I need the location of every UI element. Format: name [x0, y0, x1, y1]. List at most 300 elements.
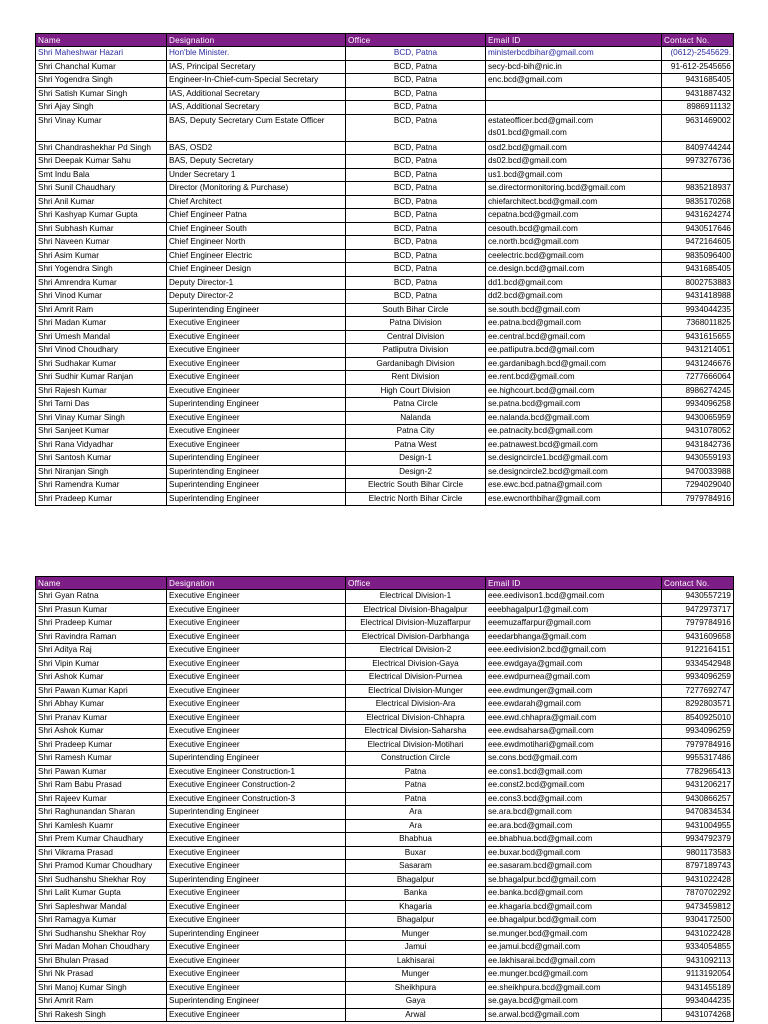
cell-designation: Executive Engineer: [167, 603, 346, 617]
cell-office: Construction Circle: [346, 752, 486, 766]
cell-email: eeemuzaffarpur@gmail.com: [486, 617, 662, 631]
table-row: [36, 846, 734, 860]
cell-name: Shri Vinay Kumar: [36, 114, 167, 141]
cell-email: ee.cons1.bcd@gmail.com: [486, 765, 662, 779]
cell-office: Patna Division: [346, 317, 486, 331]
cell-designation: Executive Engineer Construction-3: [167, 792, 346, 806]
table-row: [36, 995, 734, 1009]
table-row: [36, 209, 734, 223]
contacts-table-2: [35, 576, 734, 1022]
cell-designation: Chief Engineer South: [167, 222, 346, 236]
cell-name: Shri Sudhanshu Shekhar Roy: [36, 873, 167, 887]
cell-contact: 9431624274: [662, 209, 734, 223]
cell-name: Shri Chanchal Kumar: [36, 60, 167, 74]
cell-designation: Executive Engineer: [167, 357, 346, 371]
header-contact: Contact No.: [662, 577, 734, 590]
cell-office: Arwal: [346, 1008, 486, 1022]
table-row: [36, 155, 734, 169]
cell-name: Shri Kamlesh Kuamr: [36, 819, 167, 833]
cell-contact: 7294029040: [662, 479, 734, 493]
table-row: [36, 887, 734, 901]
cell-contact: 9835170268: [662, 195, 734, 209]
cell-contact: 9973276736: [662, 155, 734, 169]
cell-office: Gaya: [346, 995, 486, 1009]
cell-contact: 7979784916: [662, 492, 734, 506]
cell-contact: 9430866257: [662, 792, 734, 806]
cell-designation: Executive Engineer: [167, 738, 346, 752]
cell-office: Ara: [346, 806, 486, 820]
cell-name: Shri Naveen Kumar: [36, 236, 167, 250]
table-row: [36, 860, 734, 874]
cell-email: se.arwal.bcd@gmail.com: [486, 1008, 662, 1022]
cell-office: Electrical Division-Purnea: [346, 671, 486, 685]
cell-name: Shri Yogendra Singh: [36, 74, 167, 88]
cell-contact: 9835096400: [662, 249, 734, 263]
cell-contact: 7979784916: [662, 738, 734, 752]
table-row: [36, 357, 734, 371]
cell-email: se.directormonitoring.bcd@gmail.com: [486, 182, 662, 196]
table-row: [36, 384, 734, 398]
cell-office: BCD, Patna: [346, 101, 486, 115]
cell-designation: Executive Engineer: [167, 1008, 346, 1022]
cell-contact: [662, 168, 734, 182]
cell-name: Shri Abhay Kumar: [36, 698, 167, 712]
cell-name: Shri Pradeep Kumar: [36, 738, 167, 752]
cell-designation: Executive Engineer: [167, 725, 346, 739]
cell-designation: Engineer-In-Chief-cum-Special Secretary: [167, 74, 346, 88]
cell-office: Banka: [346, 887, 486, 901]
cell-email: ee.buxar.bcd@gmail.com: [486, 846, 662, 860]
table-header-row: [36, 34, 734, 47]
cell-name: Shri Yogendra Singh: [36, 263, 167, 277]
table-row: [36, 954, 734, 968]
table-row: [36, 60, 734, 74]
table-row: [36, 725, 734, 739]
cell-office: Bhagalpur: [346, 873, 486, 887]
cell-contact: 9431685405: [662, 263, 734, 277]
table-row: [36, 114, 734, 141]
cell-contact: 9472973717: [662, 603, 734, 617]
cell-designation: Executive Engineer: [167, 344, 346, 358]
cell-designation: Superintending Engineer: [167, 465, 346, 479]
cell-contact: 9934044235: [662, 995, 734, 1009]
cell-name: Shri Tarni Das: [36, 398, 167, 412]
table-row: [36, 914, 734, 928]
cell-email: ee.central.bcd@gmail.com: [486, 330, 662, 344]
cell-contact: 9431022428: [662, 927, 734, 941]
cell-designation: BAS, OSD2: [167, 141, 346, 155]
cell-name: Shri Sudhir Kumar Ranjan: [36, 371, 167, 385]
cell-email: ee.gardanibagh.bcd@gmail.com: [486, 357, 662, 371]
cell-contact: 9934096259: [662, 671, 734, 685]
cell-designation: Executive Engineer: [167, 330, 346, 344]
cell-email: se.munger.bcd@gmail.com: [486, 927, 662, 941]
table-row: [36, 317, 734, 331]
cell-email: us1.bcd@gmail.com: [486, 168, 662, 182]
cell-contact: 9934044235: [662, 303, 734, 317]
cell-name: Shri Umesh Mandal: [36, 330, 167, 344]
cell-contact: 9431418988: [662, 290, 734, 304]
cell-office: Patna: [346, 792, 486, 806]
cell-designation: Superintending Engineer: [167, 873, 346, 887]
cell-designation: Executive Engineer: [167, 954, 346, 968]
cell-designation: Executive Engineer: [167, 657, 346, 671]
cell-office: Patna Circle: [346, 398, 486, 412]
header-email: Email ID: [486, 34, 662, 47]
cell-email: ee.jamui.bcd@gmail.com: [486, 941, 662, 955]
cell-email: se.south.bcd@gmail.com: [486, 303, 662, 317]
cell-contact: 9934096259: [662, 725, 734, 739]
cell-designation: Chief Engineer Design: [167, 263, 346, 277]
cell-contact: 9431246676: [662, 357, 734, 371]
cell-office: BCD, Patna: [346, 195, 486, 209]
cell-designation: Executive Engineer: [167, 860, 346, 874]
cell-email: ee.patna.bcd@gmail.com: [486, 317, 662, 331]
cell-contact: 9431615655: [662, 330, 734, 344]
cell-name: Shri Ashok Kumar: [36, 671, 167, 685]
cell-email: chiefarchitect.bcd@gmail.com: [486, 195, 662, 209]
cell-office: Electric North Bihar Circle: [346, 492, 486, 506]
cell-email: ce.design.bcd@gmail.com: [486, 263, 662, 277]
cell-office: Lakhisarai: [346, 954, 486, 968]
table-row: [36, 792, 734, 806]
cell-name: Shri Rakesh Singh: [36, 1008, 167, 1022]
cell-contact: 9431092113: [662, 954, 734, 968]
cell-name: Shri Raghunandan Sharan: [36, 806, 167, 820]
table-header-row: [36, 577, 734, 590]
cell-name: Shri Madan Kumar: [36, 317, 167, 331]
table-row: [36, 981, 734, 995]
cell-name: Shri Pradeep Kumar: [36, 617, 167, 631]
table-row: [36, 492, 734, 506]
cell-contact: 9431609658: [662, 630, 734, 644]
cell-designation: Executive Engineer: [167, 590, 346, 604]
cell-office: BCD, Patna: [346, 182, 486, 196]
table-row: [36, 698, 734, 712]
cell-designation: Executive Engineer: [167, 384, 346, 398]
table-row: [36, 479, 734, 493]
cell-designation: Executive Engineer: [167, 630, 346, 644]
table-row: [36, 1008, 734, 1022]
contacts-table-1: [35, 33, 734, 506]
cell-contact: 9801173583: [662, 846, 734, 860]
table-row: [36, 47, 734, 61]
cell-contact: 9334542948: [662, 657, 734, 671]
cell-office: Electrical Division-Darbhanga: [346, 630, 486, 644]
table-row: [36, 263, 734, 277]
cell-email: ee.bhagalpur.bcd@gmail.com: [486, 914, 662, 928]
cell-office: BCD, Patna: [346, 47, 486, 61]
cell-office: Sheikhpura: [346, 981, 486, 995]
cell-designation: Chief Architect: [167, 195, 346, 209]
cell-office: Khagaria: [346, 900, 486, 914]
cell-designation: Executive Engineer: [167, 981, 346, 995]
cell-contact: 9113192054: [662, 968, 734, 982]
table-row: [36, 465, 734, 479]
table-row: [36, 603, 734, 617]
cell-contact: 9430557219: [662, 590, 734, 604]
cell-contact: 9470834534: [662, 806, 734, 820]
table-row: [36, 452, 734, 466]
cell-office: Bhabhua: [346, 833, 486, 847]
cell-email: eee.ewd.chhapra@gmail.com: [486, 711, 662, 725]
header-office: Office: [346, 577, 486, 590]
table-row: [36, 590, 734, 604]
cell-office: BCD, Patna: [346, 290, 486, 304]
cell-name: Shri Ramendra Kumar: [36, 479, 167, 493]
cell-designation: Executive Engineer: [167, 671, 346, 685]
cell-contact: 9473459812: [662, 900, 734, 914]
cell-name: Shri Rajesh Kumar: [36, 384, 167, 398]
table-body-1: [36, 47, 734, 506]
cell-contact: 91-612-2545656: [662, 60, 734, 74]
cell-contact: 9431074268: [662, 1008, 734, 1022]
table-row: [36, 195, 734, 209]
cell-office: BCD, Patna: [346, 141, 486, 155]
header-contact: Contact No.: [662, 34, 734, 47]
cell-office: Bhagalpur: [346, 914, 486, 928]
cell-office: BCD, Patna: [346, 249, 486, 263]
table-body-2: [36, 590, 734, 1022]
cell-contact: 7277666064: [662, 371, 734, 385]
table-row: [36, 711, 734, 725]
table-row: [36, 222, 734, 236]
cell-contact: 9431214051: [662, 344, 734, 358]
cell-name: Shri Niranjan Singh: [36, 465, 167, 479]
table-row: [36, 927, 734, 941]
table-row: [36, 833, 734, 847]
cell-office: Jamui: [346, 941, 486, 955]
cell-name: Shri Anil Kumar: [36, 195, 167, 209]
cell-email: ee.patnawest.bcd@gmail.com: [486, 438, 662, 452]
cell-contact: 8797189743: [662, 860, 734, 874]
cell-name: Shri Madan Mohan Choudhary: [36, 941, 167, 955]
cell-designation: Hon'ble Minister.: [167, 47, 346, 61]
cell-designation: Superintending Engineer: [167, 752, 346, 766]
cell-office: Rent Division: [346, 371, 486, 385]
cell-contact: 7368011825: [662, 317, 734, 331]
cell-name: Shri Bhulan Prasad: [36, 954, 167, 968]
cell-email: ee.patliputra.bcd@gmail.com: [486, 344, 662, 358]
cell-contact: 8002753883: [662, 276, 734, 290]
table-row: [36, 779, 734, 793]
cell-email: ee.highcourt.bcd@gmail.com: [486, 384, 662, 398]
table-row: [36, 303, 734, 317]
cell-designation: Deputy Director-1: [167, 276, 346, 290]
cell-office: BCD, Patna: [346, 236, 486, 250]
cell-contact: 9431004955: [662, 819, 734, 833]
cell-name: Shri Sunil Chaudhary: [36, 182, 167, 196]
cell-email: ce.north.bcd@gmail.com: [486, 236, 662, 250]
cell-contact: 9431078052: [662, 425, 734, 439]
cell-email: eee.ewdsaharsa@gmail.com: [486, 725, 662, 739]
cell-name: Smt Indu Bala: [36, 168, 167, 182]
cell-email: secy-bcd-bih@nic.in: [486, 60, 662, 74]
cell-name: Shri Ravindra Raman: [36, 630, 167, 644]
cell-designation: IAS, Additional Secretary: [167, 87, 346, 101]
cell-name: Shri Pradeep Kumar: [36, 492, 167, 506]
cell-contact: 9934096258: [662, 398, 734, 412]
cell-name: Shri Vikrama Prasad: [36, 846, 167, 860]
cell-name: Shri Sudhanshu Shekhar Roy: [36, 927, 167, 941]
cell-office: Electrical Division-1: [346, 590, 486, 604]
cell-email: ee.cons3.bcd@gmail.com: [486, 792, 662, 806]
cell-email: se.gaya.bcd@gmail.com: [486, 995, 662, 1009]
cell-office: Electrical Division-Ara: [346, 698, 486, 712]
cell-name: Shri Amrendra Kumar: [36, 276, 167, 290]
cell-name: Shri Nk Prasad: [36, 968, 167, 982]
cell-name: Shri Rana Vidyadhar: [36, 438, 167, 452]
table-row: [36, 644, 734, 658]
cell-name: Shri Chandrashekhar Pd Singh: [36, 141, 167, 155]
cell-email: ee.khagaria.bcd@gmail.com: [486, 900, 662, 914]
cell-office: Sasaram: [346, 860, 486, 874]
cell-office: BCD, Patna: [346, 87, 486, 101]
cell-designation: Executive Engineer: [167, 425, 346, 439]
cell-contact: 8540925010: [662, 711, 734, 725]
cell-office: Electrical Division-Chhapra: [346, 711, 486, 725]
cell-office: Patliputra Division: [346, 344, 486, 358]
header-designation: Designation: [167, 34, 346, 47]
table-row: [36, 657, 734, 671]
table-row: [36, 630, 734, 644]
cell-designation: Superintending Engineer: [167, 492, 346, 506]
cell-office: Patna West: [346, 438, 486, 452]
cell-contact: 9835218937: [662, 182, 734, 196]
cell-name: Shri Lalit Kumar Gupta: [36, 887, 167, 901]
cell-office: Gardanibagh Division: [346, 357, 486, 371]
cell-contact: 9431842736: [662, 438, 734, 452]
cell-email: ee.rent.bcd@gmail.com: [486, 371, 662, 385]
table-row: [36, 873, 734, 887]
cell-name: Shri Ajay Singh: [36, 101, 167, 115]
cell-designation: Executive Engineer: [167, 698, 346, 712]
cell-office: BCD, Patna: [346, 276, 486, 290]
cell-office: Patna: [346, 765, 486, 779]
cell-office: Electrical Division-Motihari: [346, 738, 486, 752]
cell-designation: BAS, Deputy Secretary: [167, 155, 346, 169]
cell-name: Shri Vipin Kumar: [36, 657, 167, 671]
cell-email: cesouth.bcd@gmail.com: [486, 222, 662, 236]
cell-name: Shri Prasun Kumar: [36, 603, 167, 617]
cell-office: Design-1: [346, 452, 486, 466]
table-row: [36, 765, 734, 779]
table-row: [36, 968, 734, 982]
cell-office: Nalanda: [346, 411, 486, 425]
table-row: [36, 806, 734, 820]
cell-name: Shri Sanjeet Kumar: [36, 425, 167, 439]
cell-office: BCD, Patna: [346, 222, 486, 236]
table-row: [36, 236, 734, 250]
cell-designation: Executive Engineer: [167, 833, 346, 847]
cell-office: BCD, Patna: [346, 155, 486, 169]
cell-name: Shri Pranav Kumar: [36, 711, 167, 725]
cell-designation: Superintending Engineer: [167, 303, 346, 317]
cell-contact: 9955317486: [662, 752, 734, 766]
cell-email: eee.ewdarah@gmail.com: [486, 698, 662, 712]
cell-designation: IAS, Principal Secretary: [167, 60, 346, 74]
cell-designation: Superintending Engineer: [167, 806, 346, 820]
cell-name: Shri Pramod Kumar Choudhary: [36, 860, 167, 874]
cell-email: ee.nalanda.bcd@gmail.com: [486, 411, 662, 425]
table-row: [36, 276, 734, 290]
cell-name: Shri Vinod Choudhary: [36, 344, 167, 358]
cell-email: se.ara.bcd@gmail.com: [486, 806, 662, 820]
cell-designation: BAS, Deputy Secretary Cum Estate Officer: [167, 114, 346, 141]
table-row: [36, 684, 734, 698]
cell-email: estateofficer.bcd@gmail.com ds01.bcd@gmail.com: [486, 114, 662, 141]
cell-office: Electrical Division-Gaya: [346, 657, 486, 671]
cell-contact: 9934792379: [662, 833, 734, 847]
cell-contact: 9122164151: [662, 644, 734, 658]
cell-designation: Under Secretary 1: [167, 168, 346, 182]
cell-designation: Chief Engineer Electric: [167, 249, 346, 263]
cell-email: eee.ewdmunger@gmail.com: [486, 684, 662, 698]
table-row: [36, 249, 734, 263]
cell-office: Electrical Division-Saharsha: [346, 725, 486, 739]
cell-contact: 9431455189: [662, 981, 734, 995]
cell-name: Shri Rajeev Kumar: [36, 792, 167, 806]
header-name: Name: [36, 577, 167, 590]
cell-email: se.cons.bcd@gmail.com: [486, 752, 662, 766]
cell-name: Shri Amrit Ram: [36, 303, 167, 317]
cell-email: ese.ewcnorthbihar@gmail.com: [486, 492, 662, 506]
cell-email: se.patna.bcd@gmail.com: [486, 398, 662, 412]
cell-name: Shri Maheshwar Hazari: [36, 47, 167, 61]
cell-designation: Superintending Engineer: [167, 479, 346, 493]
cell-name: Shri Ramesh Kumar: [36, 752, 167, 766]
cell-designation: Executive Engineer: [167, 317, 346, 331]
table-row: [36, 330, 734, 344]
cell-email: se.designcircle1.bcd@gmail.com: [486, 452, 662, 466]
cell-email: ee.banka.bcd@gmail.com: [486, 887, 662, 901]
cell-contact: 8292803571: [662, 698, 734, 712]
cell-name: Shri Satish Kumar Singh: [36, 87, 167, 101]
cell-contact: 8986911132: [662, 101, 734, 115]
table-row: [36, 141, 734, 155]
cell-email: eee.ewdmotihari@gmail.com: [486, 738, 662, 752]
cell-contact: 8409744244: [662, 141, 734, 155]
cell-contact: 9431022428: [662, 873, 734, 887]
table-row: [36, 371, 734, 385]
cell-contact: 9470033988: [662, 465, 734, 479]
cell-designation: Executive Engineer: [167, 968, 346, 982]
cell-contact: 7277692747: [662, 684, 734, 698]
header-email: Email ID: [486, 577, 662, 590]
cell-designation: Executive Engineer: [167, 411, 346, 425]
cell-email: eeedarbhanga@gmail.com: [486, 630, 662, 644]
cell-contact: 9472164605: [662, 236, 734, 250]
cell-name: Shri Manoj Kumar Singh: [36, 981, 167, 995]
cell-contact: 7979784916: [662, 617, 734, 631]
cell-designation: Executive Engineer: [167, 644, 346, 658]
cell-office: South Bihar Circle: [346, 303, 486, 317]
table-row: [36, 101, 734, 115]
cell-contact: 9304172500: [662, 914, 734, 928]
cell-name: Shri Ashok Kumar: [36, 725, 167, 739]
cell-contact: 9631469002: [662, 114, 734, 141]
header-designation: Designation: [167, 577, 346, 590]
cell-designation: Executive Engineer Construction-1: [167, 765, 346, 779]
cell-name: Shri Vinod Kumar: [36, 290, 167, 304]
cell-name: Shri Ram Babu Prasad: [36, 779, 167, 793]
cell-designation: Chief Engineer Patna: [167, 209, 346, 223]
table-row: [36, 87, 734, 101]
cell-office: BCD, Patna: [346, 60, 486, 74]
cell-email: ee.munger.bcd@gmail.com: [486, 968, 662, 982]
cell-name: Shri Ramagya Kumar: [36, 914, 167, 928]
cell-office: Buxar: [346, 846, 486, 860]
